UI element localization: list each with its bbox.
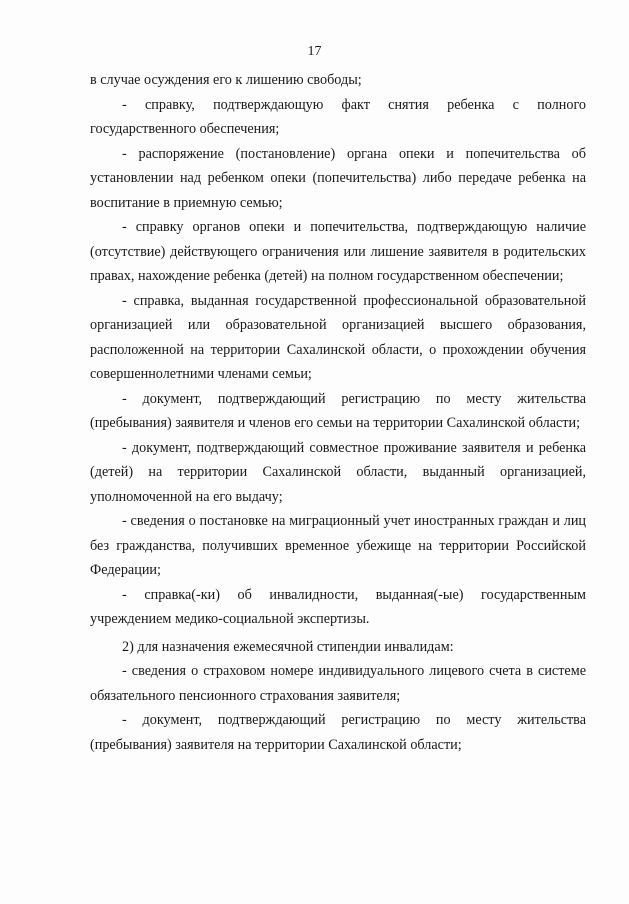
list-item-registration-document-2: - документ, подтверждающий регистрацию по месту жительства (пребывания) заявителя на территории Сахалинской области; [90,712,586,753]
list-item-guardianship-certificate: - справку органов опеки и попечительства, подтверждающую наличие (отсутствие) действующего ограничения или лишение заявителя в родительских правах, нахождение ребенка (детей) на полном государственном обеспечении; [90,219,586,284]
paragraph-continuation: в случае осуждения его к лишению свободы; [90,72,362,88]
list-item-education-certificate: - справка, выданная государственной профессиональной образовательной организацией или образовательной организацией высшего образования, расположенной на территории Сахалинской области, о прохождении обучения совершеннолетними членами семьи; [90,292,586,382]
list-item-registration-document: - документ, подтверждающий регистрацию по месту жительства (пребывания) заявителя и членов его семьи на территории Сахалинской области; [90,390,586,431]
list-item-cohabitation-document: - документ, подтверждающий совместное проживание заявителя и ребенка (детей) на территории Сахалинской области, выданный организацией, уполномоченной на его выдачу; [90,439,586,505]
list-item-disability-certificate: - справка(-ки) об инвалидности, выданная(-ые) государственным учреждением медико-социальной экспертизы. [90,586,586,627]
section-heading-stipend: 2) для назначения ежемесячной стипендии инвалидам: [122,638,454,655]
page-number: 17 [307,44,322,59]
list-item-removal-certificate: - справку, подтверждающую факт снятия ребенка с полного государственного обеспечения; [90,96,586,137]
document-body [90,68,586,757]
list-item-migration-info: - сведения о постановке на миграционный учет иностранных граждан и лиц без гражданства, получивших временное убежище на территории Российской Федерации; [90,513,586,578]
list-item-insurance-number: - сведения о страховом номере индивидуального лицевого счета в системе обязательного пенсионного страхования заявителя; [90,663,586,704]
list-item-guardianship-order: - распоряжение (постановление) органа опеки и попечительства об установлении над ребенком опеки (попечительства) либо передаче ребенка на воспитание в приемную семью; [90,145,586,211]
